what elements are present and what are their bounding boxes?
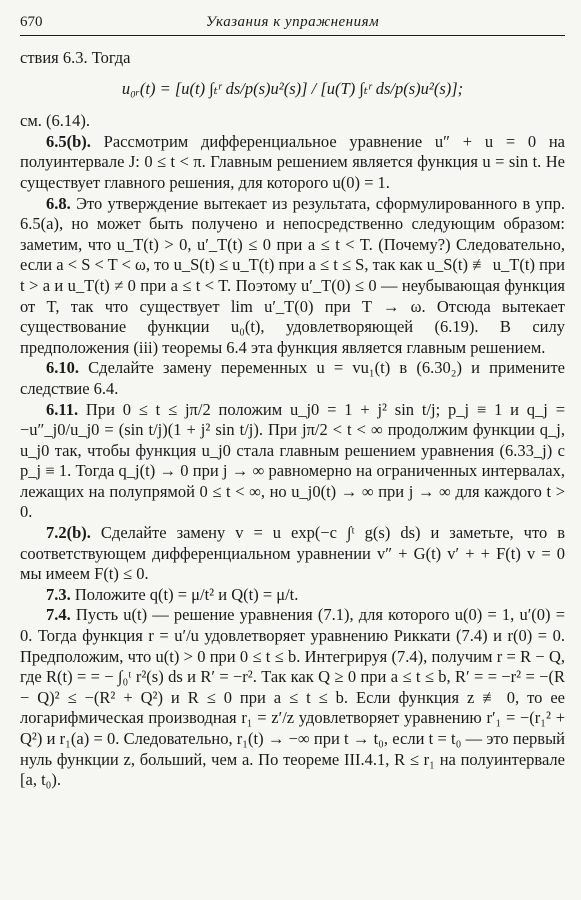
exercise-7-4: [20, 605, 565, 790]
exercise-number: 7.4.: [46, 605, 71, 625]
exercise-number: 6.8.: [46, 193, 71, 213]
page-number: 670: [20, 14, 43, 30]
exercise-number: 6.11.: [46, 399, 79, 419]
exercise-text: Пусть u(t) — решение уравнения (7.1), для которого u(0) = 1, u′(0) = 0. Тогда функция r = u′/u удовлетворяет уравнению Риккати (7.4) и r(0) = 0. Предположим, что u(t) > 0 при 0 ≤ t ≤ b. Интегрируя (7.4), получим r = R − Q, где R(t) = = − ∫₀ᵗ r²(s) ds и R′ = −r². Так как Q ≥ 0 при a ≤ t ≤ b, R′ = = −r² = −(R − Q)² ≤ −(R² + Q²) и R ≤ 0 при a ≤ t ≤ b. Если функция z ≢ 0, то ее логарифмическая производная r₁ = z′/z удовлетворяет уравнению r′₁ = −(r₁² + Q²) и r₁(a) = 0. Следовательно, r₁(t) → −∞ при t → t₀, если t = t₀ — это первый нуль функции z, больший, чем a. По теореме III.4.1, R ≤ r₁ на полуинтервале [a, t₀).: [20, 605, 565, 790]
exercise-text: Рассмотрим дифференциальное уравнение u″ + u = 0 на полуинтервале J: 0 ≤ t < π. Главным решением является функция u = sin t. Не существует главного решения, для которого u(0) = 1.: [20, 131, 565, 192]
running-title: Указания к упражнениям: [205, 14, 380, 30]
exercise-number: 6.5(b).: [46, 131, 91, 151]
exercise-text: Положите q(t) = μ/t² и Q(t) = μ/t.: [74, 584, 299, 604]
exercise-6-10: [20, 358, 565, 399]
exercise-7-3: [20, 585, 565, 606]
exercise-6-11: [20, 400, 565, 524]
exercise-text: Это утверждение вытекает из результата, сформулированного в упр. 6.5(a), но может быть получено и непосредственно следующим образом: заметим, что u_T(t) > 0, u′_T(t) ≤ 0 при a ≤ t < T. (Почему?) Следовательно, если a < S < T < ω, то u_S(t) ≤ u_T(t) при a ≤ t ≤ S, так как u_S(t) ≢ u_T(t) при t > a и u_T(t) ≠ 0 при a ≤ t < T. Поэтому u′_T(0) ≤ 0 — неубывающая функция от T, так что существует lim u′_T(0) при T → ω. Отсюда вытекает существование функции u₀(t), удовлетворяющей (6.19). В силу предположения (iii) теоремы 6.4 эта функция является главным решением.: [20, 193, 565, 357]
exercise-text: Сделайте замену переменных u = vu₁(t) в (6.30₂) и примените следствие 6.4.: [20, 358, 565, 398]
formula-u0r: u₀ᵣ(t) = [u(t) ∫ₜʳ ds/p(s)u²(s)] / [u(T) ∫ₜʳ ds/p(s)u²(s)];: [121, 78, 464, 98]
exercise-7-2b: [20, 523, 565, 585]
exercise-6-5b: [20, 132, 565, 194]
exercise-text: Сделайте замену v = u exp(−c ∫ᵗ g(s) ds) и заметьте, что в соответствующем дифференциальном уравнении v″ + G(t) v′ + + F(t) v = 0 мы имеем F(t) ≤ 0.: [20, 523, 566, 584]
exercise-number: 7.3.: [46, 584, 71, 604]
page-header: [20, 14, 565, 36]
exercise-number: 7.2(b).: [46, 523, 91, 543]
paragraph-opening: ствия 6.3. Тогда: [20, 48, 131, 67]
page-body: [20, 48, 565, 791]
exercise-number: 6.10.: [46, 358, 79, 378]
exercise-6-8: [20, 194, 565, 359]
exercise-text: При 0 ≤ t ≤ jπ/2 положим u_j0 = 1 + j² sin t/j; p_j ≡ 1 и q_j = −u″_j0/u_j0 = (sin t/j)(1 + j² sin t/j). При jπ/2 < t < ∞ продолжим функции q_j, u_j0 так, чтобы функция u_j0 стала главным решением уравнения (6.33_j) с p_j ≡ 1. Тогда q_j(t) → 0 при j → ∞ равномерно на ограниченных интервалах, лежащих на полупрямой 0 ≤ t < ∞, но u_j0(t) → ∞ при j → ∞ для каждого t > 0.: [20, 399, 565, 522]
paragraph-see-ref: см. (6.14).: [20, 111, 91, 131]
